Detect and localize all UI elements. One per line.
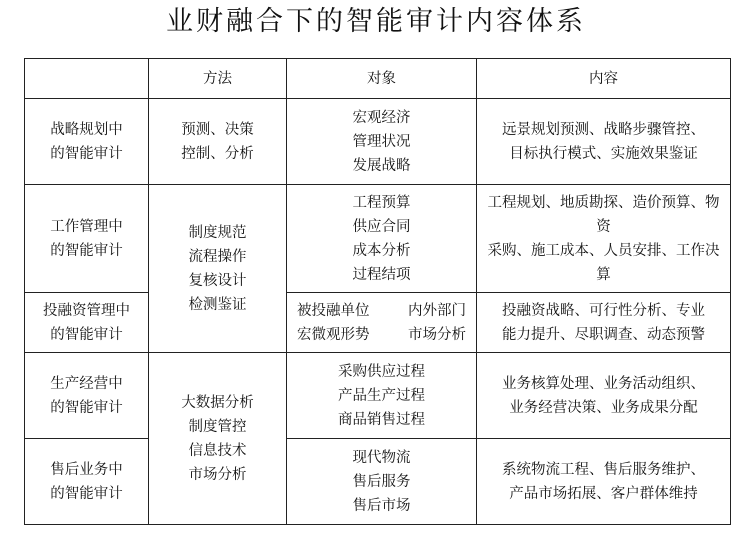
object-line: 采购供应过程 [338,363,425,380]
header-row [25,59,731,99]
row-name-line: 的智能审计 [50,145,123,162]
method-line: 制度管控 [188,418,247,435]
object-line: 产品生产过程 [338,387,425,404]
row-name-line: 的智能审计 [50,242,123,259]
header-content: 内容 [477,59,731,99]
object-line: 供应合同 [352,218,411,235]
object-work [287,185,477,293]
table-row [25,293,731,353]
table-row [25,185,731,293]
object-aftersales [287,439,477,525]
object-item: 内外部门 [408,302,466,319]
table-row [25,99,731,185]
object-line: 过程结项 [352,266,411,283]
object-line: 发展战略 [352,157,411,174]
object-line: 成本分析 [352,242,411,259]
method-line: 控制、分析 [181,145,254,162]
row-name-line: 战略规划中 [50,121,123,138]
row-name-aftersales [25,439,149,525]
content-investment [477,293,731,353]
object-item: 被投融单位 [297,302,370,319]
header-corner [25,59,149,99]
object-strategy [287,99,477,185]
method-line: 检测鉴证 [188,296,247,313]
object-line: 售后市场 [352,497,411,514]
method-line: 信息技术 [188,442,247,459]
row-name-strategy [25,99,149,185]
object-pair [291,299,472,323]
method-line: 制度规范 [188,224,247,241]
header-object: 对象 [287,59,477,99]
row-name-line: 投融资管理中 [43,302,130,319]
content-line: 业务经营决策、业务成果分配 [509,399,698,416]
method-line: 市场分析 [188,466,247,483]
row-name-investment [25,293,149,353]
table-row [25,439,731,525]
content-work [477,185,731,293]
object-line: 工程预算 [352,194,411,211]
content-line: 投融资战略、可行性分析、专业 [502,302,705,319]
method-shared-1 [149,185,287,353]
row-name-production [25,353,149,439]
header-method: 方法 [149,59,287,99]
object-line: 现代物流 [352,449,411,466]
page-title: 业财融合下的智能审计内容体系 [166,6,586,37]
table-row [25,353,731,439]
content-line: 业务核算处理、业务活动组织、 [502,375,705,392]
audit-content-table [24,58,731,525]
method-line: 大数据分析 [181,394,254,411]
row-name-work [25,185,149,293]
method-line: 复核设计 [188,272,247,289]
row-name-line: 工作管理中 [50,218,123,235]
content-line: 远景规划预测、战略步骤管控、 [502,121,705,138]
content-aftersales [477,439,731,525]
object-line: 管理状况 [352,133,411,150]
method-shared-2 [149,353,287,525]
content-strategy [477,99,731,185]
row-name-line: 的智能审计 [50,485,123,502]
content-line: 能力提升、尽职调查、动态预警 [502,326,705,343]
row-name-line: 的智能审计 [50,326,123,343]
row-name-line: 生产经营中 [50,375,123,392]
object-pair [291,323,472,347]
content-line: 系统物流工程、售后服务维护、 [502,461,705,478]
object-line: 售后服务 [352,473,411,490]
object-investment [287,293,477,353]
content-line: 目标执行模式、实施效果鉴证 [509,145,698,162]
content-line: 产品市场拓展、客户群体维持 [509,485,698,502]
method-line: 流程操作 [188,248,247,265]
object-item: 宏微观形势 [297,326,370,343]
content-line: 工程规划、地质勘探、造价预算、物资 [487,194,720,235]
object-line: 商品销售过程 [338,411,425,428]
method-line: 预测、决策 [181,121,254,138]
content-line: 采购、施工成本、人员安排、工作决算 [487,242,720,283]
content-production [477,353,731,439]
object-item: 市场分析 [408,326,466,343]
object-line: 宏观经济 [352,109,411,126]
object-production [287,353,477,439]
row-name-line: 的智能审计 [50,399,123,416]
row-name-line: 售后业务中 [50,461,123,478]
method-strategy [149,99,287,185]
